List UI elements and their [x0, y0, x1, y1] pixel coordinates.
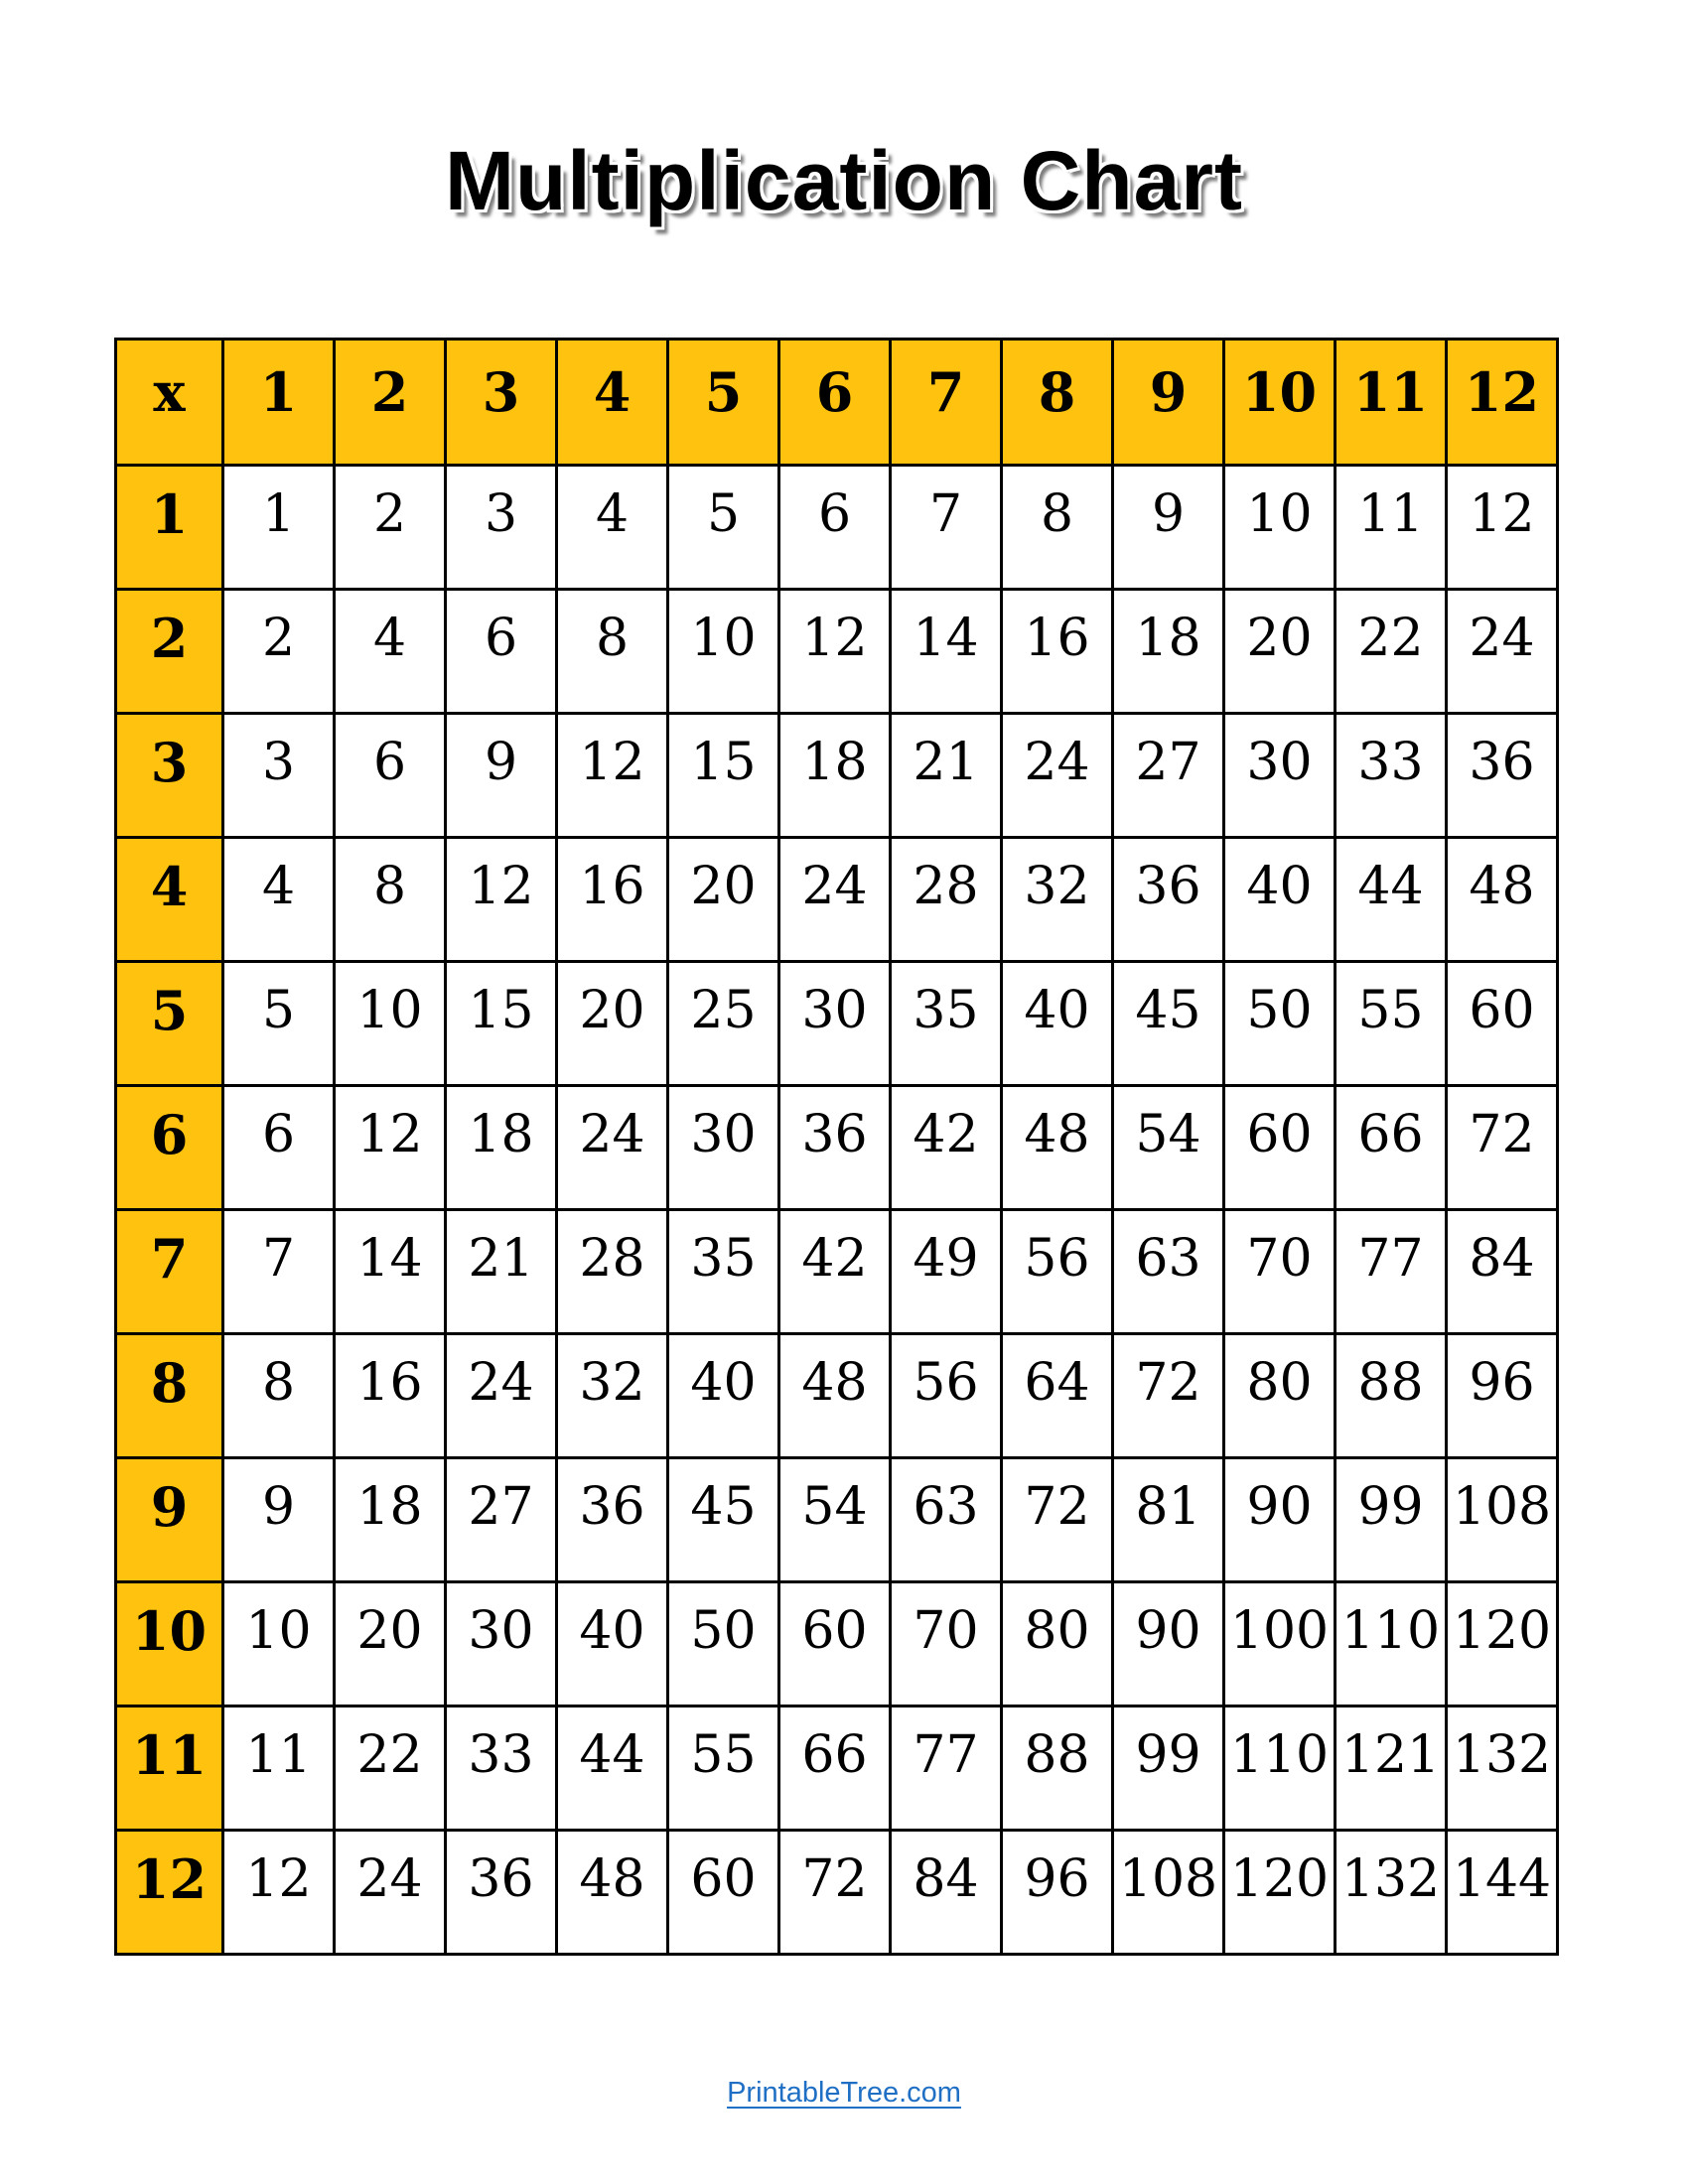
product-cell-12x9: 108: [1113, 1831, 1224, 1955]
product-cell-4x6: 24: [779, 838, 891, 962]
product-cell-6x11: 66: [1336, 1086, 1447, 1210]
row-header-cell-12: 12: [116, 1831, 223, 1955]
product-cell-8x7: 56: [891, 1334, 1002, 1458]
product-cell-1x12: 12: [1447, 466, 1558, 590]
table-row-4: [116, 838, 1558, 962]
product-cell-1x3: 3: [446, 466, 557, 590]
product-cell-3x1: 3: [223, 714, 335, 838]
product-cell-4x10: 40: [1224, 838, 1336, 962]
table-row-2: [116, 590, 1558, 714]
product-cell-4x7: 28: [891, 838, 1002, 962]
product-cell-6x7: 42: [891, 1086, 1002, 1210]
product-cell-11x6: 66: [779, 1706, 891, 1831]
product-cell-4x2: 8: [335, 838, 446, 962]
product-cell-11x7: 77: [891, 1706, 1002, 1831]
product-cell-10x8: 80: [1002, 1582, 1113, 1706]
column-header-cell-8: 8: [1002, 340, 1113, 466]
row-header-cell-11: 11: [116, 1706, 223, 1831]
product-cell-3x10: 30: [1224, 714, 1336, 838]
product-cell-9x11: 99: [1336, 1458, 1447, 1582]
row-header-cell-3: 3: [116, 714, 223, 838]
product-cell-6x2: 12: [335, 1086, 446, 1210]
product-cell-5x12: 60: [1447, 962, 1558, 1086]
product-cell-3x11: 33: [1336, 714, 1447, 838]
product-cell-10x12: 120: [1447, 1582, 1558, 1706]
column-header-cell-1: 1: [223, 340, 335, 466]
product-cell-6x3: 18: [446, 1086, 557, 1210]
product-cell-12x10: 120: [1224, 1831, 1336, 1955]
product-cell-9x4: 36: [557, 1458, 668, 1582]
product-cell-3x8: 24: [1002, 714, 1113, 838]
table-row-3: [116, 714, 1558, 838]
table-row-10: [116, 1582, 1558, 1706]
product-cell-2x2: 4: [335, 590, 446, 714]
product-cell-6x8: 48: [1002, 1086, 1113, 1210]
product-cell-4x5: 20: [668, 838, 779, 962]
product-cell-4x8: 32: [1002, 838, 1113, 962]
product-cell-9x7: 63: [891, 1458, 1002, 1582]
row-header-cell-2: 2: [116, 590, 223, 714]
corner-cell: x: [116, 340, 223, 466]
product-cell-10x10: 100: [1224, 1582, 1336, 1706]
product-cell-4x1: 4: [223, 838, 335, 962]
product-cell-6x6: 36: [779, 1086, 891, 1210]
product-cell-11x5: 55: [668, 1706, 779, 1831]
product-cell-11x2: 22: [335, 1706, 446, 1831]
product-cell-11x11: 121: [1336, 1706, 1447, 1831]
product-cell-3x12: 36: [1447, 714, 1558, 838]
product-cell-1x1: 1: [223, 466, 335, 590]
table-row-7: [116, 1210, 1558, 1334]
product-cell-8x2: 16: [335, 1334, 446, 1458]
product-cell-11x4: 44: [557, 1706, 668, 1831]
multiplication-table: [114, 338, 1559, 1956]
product-cell-5x3: 15: [446, 962, 557, 1086]
product-cell-10x4: 40: [557, 1582, 668, 1706]
product-cell-4x9: 36: [1113, 838, 1224, 962]
page-title: Multiplication Chart: [445, 134, 1243, 228]
product-cell-1x8: 8: [1002, 466, 1113, 590]
product-cell-11x8: 88: [1002, 1706, 1113, 1831]
product-cell-11x1: 11: [223, 1706, 335, 1831]
product-cell-10x1: 10: [223, 1582, 335, 1706]
product-cell-9x3: 27: [446, 1458, 557, 1582]
product-cell-6x9: 54: [1113, 1086, 1224, 1210]
product-cell-5x5: 25: [668, 962, 779, 1086]
product-cell-2x9: 18: [1113, 590, 1224, 714]
product-cell-12x8: 96: [1002, 1831, 1113, 1955]
product-cell-4x3: 12: [446, 838, 557, 962]
product-cell-12x11: 132: [1336, 1831, 1447, 1955]
product-cell-4x12: 48: [1447, 838, 1558, 962]
product-cell-7x7: 49: [891, 1210, 1002, 1334]
product-cell-5x7: 35: [891, 962, 1002, 1086]
product-cell-1x6: 6: [779, 466, 891, 590]
product-cell-8x9: 72: [1113, 1334, 1224, 1458]
column-header-cell-11: 11: [1336, 340, 1447, 466]
product-cell-9x12: 108: [1447, 1458, 1558, 1582]
product-cell-7x12: 84: [1447, 1210, 1558, 1334]
column-header-cell-7: 7: [891, 340, 1002, 466]
product-cell-12x3: 36: [446, 1831, 557, 1955]
header-row: [116, 340, 1558, 466]
product-cell-5x2: 10: [335, 962, 446, 1086]
product-cell-7x8: 56: [1002, 1210, 1113, 1334]
product-cell-12x7: 84: [891, 1831, 1002, 1955]
product-cell-5x9: 45: [1113, 962, 1224, 1086]
product-cell-2x4: 8: [557, 590, 668, 714]
product-cell-6x10: 60: [1224, 1086, 1336, 1210]
column-header-cell-4: 4: [557, 340, 668, 466]
product-cell-5x4: 20: [557, 962, 668, 1086]
product-cell-7x4: 28: [557, 1210, 668, 1334]
product-cell-12x2: 24: [335, 1831, 446, 1955]
multiplication-table-container: [114, 338, 1559, 1956]
product-cell-12x1: 12: [223, 1831, 335, 1955]
product-cell-7x6: 42: [779, 1210, 891, 1334]
product-cell-1x9: 9: [1113, 466, 1224, 590]
product-cell-10x3: 30: [446, 1582, 557, 1706]
product-cell-2x1: 2: [223, 590, 335, 714]
product-cell-1x7: 7: [891, 466, 1002, 590]
product-cell-9x5: 45: [668, 1458, 779, 1582]
product-cell-3x6: 18: [779, 714, 891, 838]
product-cell-8x12: 96: [1447, 1334, 1558, 1458]
table-row-5: [116, 962, 1558, 1086]
product-cell-9x10: 90: [1224, 1458, 1336, 1582]
product-cell-12x12: 144: [1447, 1831, 1558, 1955]
table-row-9: [116, 1458, 1558, 1582]
table-row-6: [116, 1086, 1558, 1210]
product-cell-2x10: 20: [1224, 590, 1336, 714]
column-header-cell-5: 5: [668, 340, 779, 466]
table-row-12: [116, 1831, 1558, 1955]
product-cell-4x4: 16: [557, 838, 668, 962]
product-cell-5x11: 55: [1336, 962, 1447, 1086]
product-cell-7x9: 63: [1113, 1210, 1224, 1334]
product-cell-8x3: 24: [446, 1334, 557, 1458]
row-header-cell-10: 10: [116, 1582, 223, 1706]
product-cell-10x9: 90: [1113, 1582, 1224, 1706]
product-cell-7x3: 21: [446, 1210, 557, 1334]
product-cell-5x8: 40: [1002, 962, 1113, 1086]
product-cell-3x2: 6: [335, 714, 446, 838]
table-row-11: [116, 1706, 1558, 1831]
product-cell-1x10: 10: [1224, 466, 1336, 590]
product-cell-2x5: 10: [668, 590, 779, 714]
product-cell-8x11: 88: [1336, 1334, 1447, 1458]
table-row-1: [116, 466, 1558, 590]
product-cell-2x8: 16: [1002, 590, 1113, 714]
product-cell-4x11: 44: [1336, 838, 1447, 962]
column-header-cell-12: 12: [1447, 340, 1558, 466]
product-cell-9x9: 81: [1113, 1458, 1224, 1582]
column-header-cell-6: 6: [779, 340, 891, 466]
product-cell-8x6: 48: [779, 1334, 891, 1458]
row-header-cell-6: 6: [116, 1086, 223, 1210]
product-cell-7x10: 70: [1224, 1210, 1336, 1334]
row-header-cell-1: 1: [116, 466, 223, 590]
product-cell-12x6: 72: [779, 1831, 891, 1955]
product-cell-11x10: 110: [1224, 1706, 1336, 1831]
product-cell-5x6: 30: [779, 962, 891, 1086]
product-cell-3x4: 12: [557, 714, 668, 838]
product-cell-1x11: 11: [1336, 466, 1447, 590]
product-cell-11x9: 99: [1113, 1706, 1224, 1831]
product-cell-6x4: 24: [557, 1086, 668, 1210]
product-cell-9x1: 9: [223, 1458, 335, 1582]
product-cell-7x11: 77: [1336, 1210, 1447, 1334]
product-cell-5x10: 50: [1224, 962, 1336, 1086]
product-cell-1x5: 5: [668, 466, 779, 590]
product-cell-9x8: 72: [1002, 1458, 1113, 1582]
product-cell-7x5: 35: [668, 1210, 779, 1334]
footer-link[interactable]: PrintableTree.com: [727, 2077, 961, 2109]
product-cell-11x3: 33: [446, 1706, 557, 1831]
product-cell-8x5: 40: [668, 1334, 779, 1458]
row-header-cell-8: 8: [116, 1334, 223, 1458]
row-header-cell-4: 4: [116, 838, 223, 962]
product-cell-7x1: 7: [223, 1210, 335, 1334]
product-cell-5x1: 5: [223, 962, 335, 1086]
row-header-cell-7: 7: [116, 1210, 223, 1334]
table-row-8: [116, 1334, 1558, 1458]
product-cell-10x7: 70: [891, 1582, 1002, 1706]
product-cell-8x10: 80: [1224, 1334, 1336, 1458]
product-cell-3x5: 15: [668, 714, 779, 838]
product-cell-8x4: 32: [557, 1334, 668, 1458]
column-header-cell-3: 3: [446, 340, 557, 466]
product-cell-9x6: 54: [779, 1458, 891, 1582]
product-cell-8x1: 8: [223, 1334, 335, 1458]
row-header-cell-9: 9: [116, 1458, 223, 1582]
product-cell-6x5: 30: [668, 1086, 779, 1210]
row-header-cell-5: 5: [116, 962, 223, 1086]
product-cell-10x6: 60: [779, 1582, 891, 1706]
product-cell-3x9: 27: [1113, 714, 1224, 838]
product-cell-2x6: 12: [779, 590, 891, 714]
product-cell-1x4: 4: [557, 466, 668, 590]
column-header-cell-9: 9: [1113, 340, 1224, 466]
column-header-cell-10: 10: [1224, 340, 1336, 466]
product-cell-2x7: 14: [891, 590, 1002, 714]
product-cell-2x3: 6: [446, 590, 557, 714]
footer: [0, 2077, 1688, 2110]
column-header-cell-2: 2: [335, 340, 446, 466]
product-cell-12x5: 60: [668, 1831, 779, 1955]
product-cell-10x11: 110: [1336, 1582, 1447, 1706]
product-cell-3x7: 21: [891, 714, 1002, 838]
product-cell-2x12: 24: [1447, 590, 1558, 714]
product-cell-8x8: 64: [1002, 1334, 1113, 1458]
product-cell-10x5: 50: [668, 1582, 779, 1706]
product-cell-11x12: 132: [1447, 1706, 1558, 1831]
product-cell-3x3: 9: [446, 714, 557, 838]
product-cell-12x4: 48: [557, 1831, 668, 1955]
product-cell-7x2: 14: [335, 1210, 446, 1334]
product-cell-9x2: 18: [335, 1458, 446, 1582]
product-cell-1x2: 2: [335, 466, 446, 590]
product-cell-6x12: 72: [1447, 1086, 1558, 1210]
product-cell-6x1: 6: [223, 1086, 335, 1210]
product-cell-2x11: 22: [1336, 590, 1447, 714]
product-cell-10x2: 20: [335, 1582, 446, 1706]
